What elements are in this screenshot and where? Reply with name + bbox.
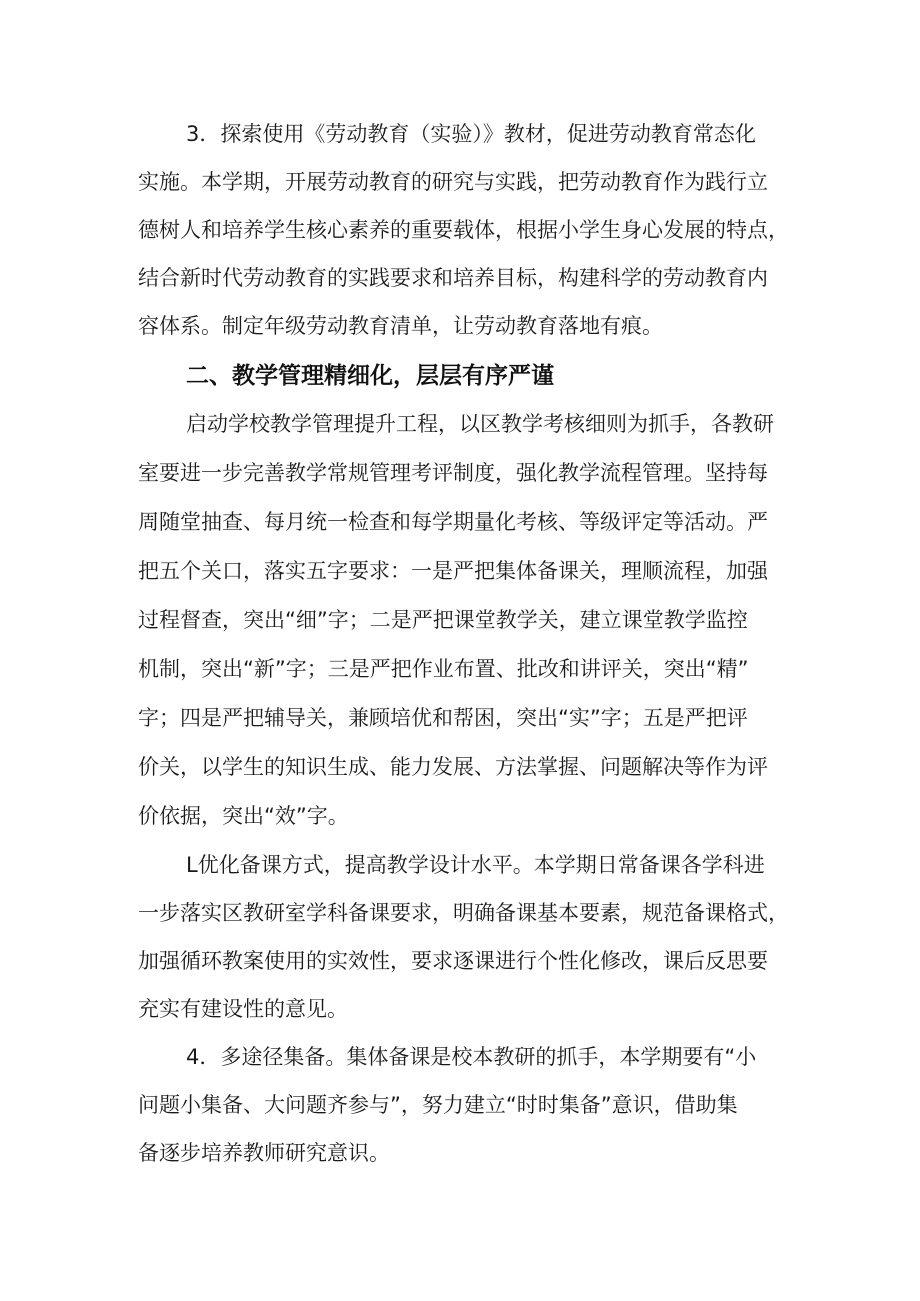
paragraph-line: 启动学校教学管理提升工程，以区教学考核细则为抓手，各教研 bbox=[186, 412, 774, 436]
paragraph-line: 德树人和培养学生核心素养的重要载体，根据小学生身心发展的特点， bbox=[138, 218, 789, 242]
paragraph-line: 周随堂抽查、每月统一检查和每学期量化考核、等级评定等活动。严 bbox=[138, 510, 768, 534]
section-heading: 二、教学管理精细化，层层有序严谨 bbox=[186, 363, 554, 389]
paragraph-line: 把五个关口，落实五字要求：一是严把集体备课关，理顺流程，加强 bbox=[138, 559, 768, 583]
paragraph-line: 过程督查，突出“细”字；二是严把课堂教学关，建立课堂教学监控 bbox=[138, 608, 748, 632]
paragraph-line: 结合新时代劳动教育的实践要求和培养目标，构建科学的劳动教育内 bbox=[138, 266, 768, 290]
paragraph-line: 3．探索使用《劳动教育（实验）》教材，促进劳动教育常态化 bbox=[186, 122, 756, 146]
paragraph-line: 字；四是严把辅导关，兼顾培优和帮困，突出“实”字；五是严把评 bbox=[138, 706, 748, 730]
paragraph-line: 机制，突出“新”字；三是严把作业布置、批改和讲评关，突出“精” bbox=[138, 657, 749, 681]
paragraph-line: 一步落实区教研室学科备课要求，明确备课基本要素，规范备课格式， bbox=[138, 901, 789, 925]
paragraph-line: L优化备课方式，提高教学设计水平。本学期日常备课各学科进 bbox=[186, 853, 765, 877]
paragraph-line: 加强循环教案使用的实效性，要求逐课进行个性化修改，课后反思要 bbox=[138, 949, 768, 973]
paragraph-line: 实施。本学期，开展劳动教育的研究与实践，把劳动教育作为践行立 bbox=[138, 170, 768, 194]
paragraph-line: 室要进一步完善教学常规管理考评制度，强化教学流程管理。坚持每 bbox=[138, 461, 768, 485]
paragraph-line: 备逐步培养教师研究意识。 bbox=[138, 1141, 390, 1165]
paragraph-line: 问题小集备、大问题齐参与”，努力建立“时时集备”意识，借助集 bbox=[138, 1093, 738, 1117]
paragraph-line: 4．多途径集备。集体备课是校本教研的抓手，本学期要有“小 bbox=[186, 1045, 757, 1069]
paragraph-line: 价关，以学生的知识生成、能力发展、方法掌握、问题解决等作为评 bbox=[138, 755, 768, 779]
paragraph-line: 价依据，突出“效”字。 bbox=[138, 804, 349, 828]
paragraph-line: 充实有建设性的意见。 bbox=[138, 997, 348, 1021]
paragraph-line: 容体系。制定年级劳动教育清单，让劳动教育落地有痕。 bbox=[138, 314, 663, 338]
